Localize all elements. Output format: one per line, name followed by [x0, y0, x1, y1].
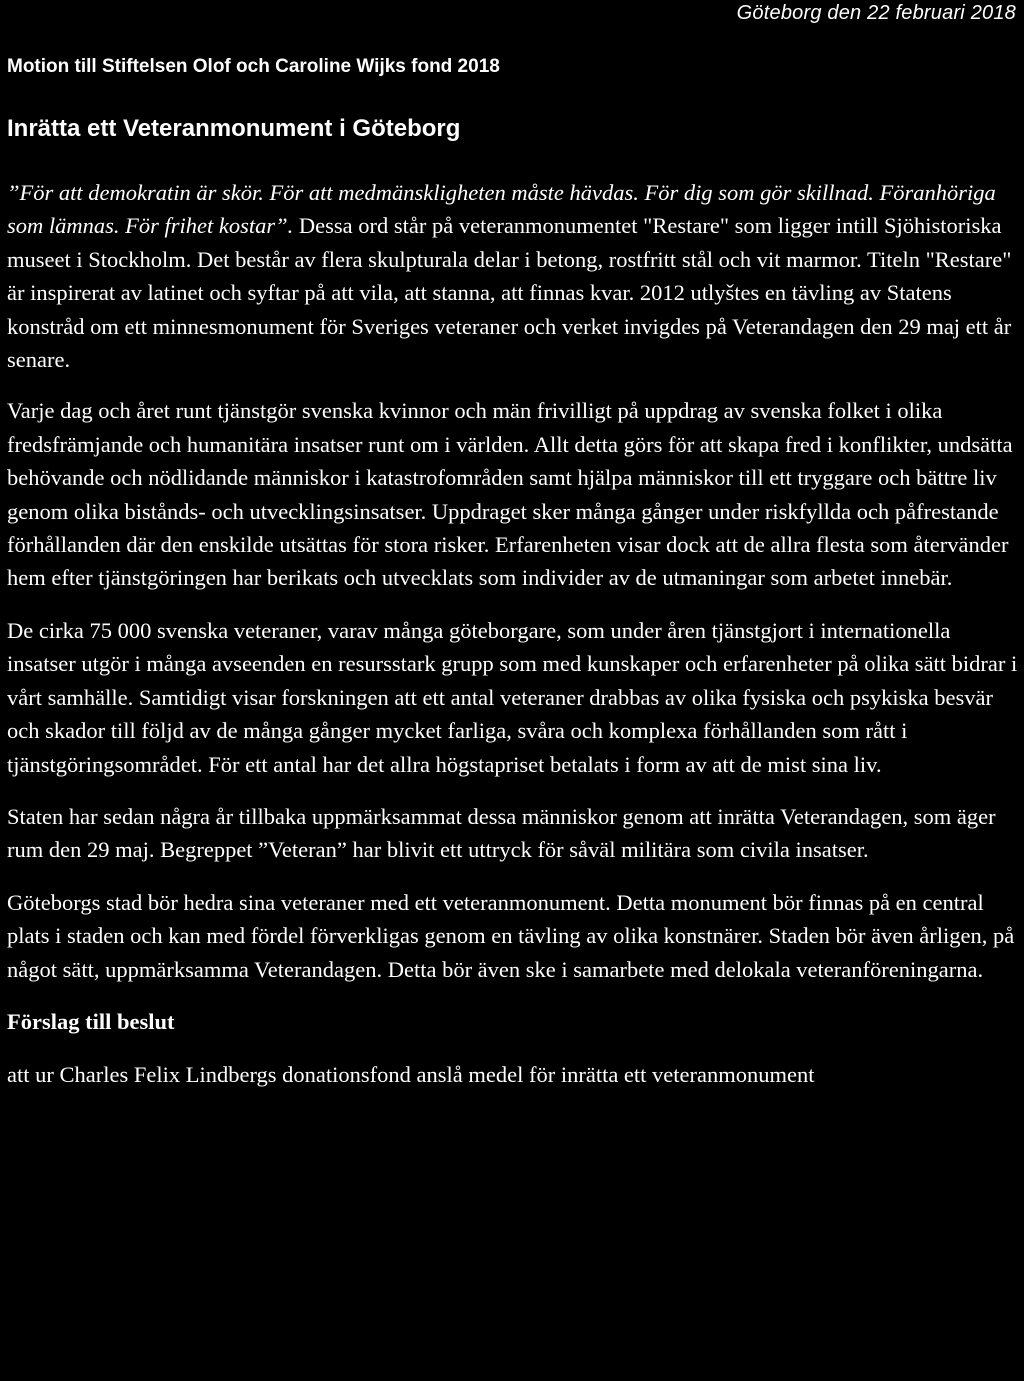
paragraph-veteran-day: Staten har sedan några år tillbaka uppmärksammat dessa människor genom att inrätta Veterandagen, som äger rum den 29 maj. Begreppet ”Veteran” har blivit ett uttryck för såväl militära som civila insatser. [7, 803, 996, 863]
document-title: Inrätta ett Veteranmonument i Göteborg [7, 115, 461, 142]
intro-text: Dessa ord står på veteranmonumentet "Restare" som ligger intill Sjöhistoriska museet i Stockholm. Det består av flera skulpturala delar i betong, rostfritt stål och vit marmor. Titeln "Restare" är inspirerat av latinet och syftar på att vila, att stanna, att finnas kvar. 2012 utlyštes en tävling av Statens konstråd om ett minnesmonument för Sveriges veteraner och verket invigdes på Veterandagen den 29 maj ett år senare. [7, 213, 1012, 373]
paragraph-veterans: De cirka 75 000 svenska veteraner, varav många göteborgare, som under åren tjänstgjort i internationella insatser utgör i många avseenden en resursstark grupp som med kunskaper och erfarenheter på olika sätt bidrar i vårt samhälle. Samtidigt visar forskningen att ett antal veteraner drabbas av olika fysiska och psykiska besvär och skador till följd av de många gånger mycket farliga, svåra och komplexa förhållanden som rått i tjänstgöringsområdet. För ett antal har det allra högstapriset betalats i form av att de mist sina liv. [7, 617, 1018, 777]
monument-quote: ”För att demokratin är skör. För att medmänskligheten måste hävdas. För dig som gör skillnad. Föranhöriga som lämnas. För frihet kostar”. [7, 180, 996, 239]
paragraph-intro [7, 176, 1019, 376]
document-date: Göteborg den 22 februari 2018 [736, 2, 1016, 24]
motion-heading: Motion till Stiftelsen Olof och Caroline Wijks fond 2018 [7, 56, 500, 77]
decision-text: att ur Charles Felix Lindbergs donationsfond anslå medel för inrätta ett veteranmonument [7, 1062, 815, 1088]
decision-heading: Förslag till beslut [7, 1008, 175, 1034]
document-body [7, 176, 1019, 1111]
paragraph-service: Varje dag och året runt tjänstgör svenska kvinnor och män frivilligt på uppdrag av svenska folket i olika fredsfrämjande och humanitära insatser runt om i världen. Allt detta görs för att skapa fred i konflikter, undsätta behövande och nödlidande människor i katastrofområden samt hjälpa människor till ett tryggare och bättre liv genom olika bistånds- och utvecklingsinsatser. Uppdraget sker många gånger under riskfyllda och påfrestande förhållanden där den enskilde utsättas för stora risker. Erfarenheten visar dock att de allra flesta som återvänder hem efter tjänstgöringen har berikats och utvecklats som individer av de utmaningar som arbetet innebär. [7, 398, 1013, 591]
paragraph-proposal: Göteborgs stad bör hedra sina veteraner med ett veteranmonument. Detta monument bör finnas på en central plats i staden och kan med fördel förverkligas genom en tävling av olika konstnärer. Staden bör även årligen, på något sätt, uppmärksamma Veterandagen. Detta bör även ske i samarbete med delokala veteranföreningarna. [7, 889, 1015, 982]
